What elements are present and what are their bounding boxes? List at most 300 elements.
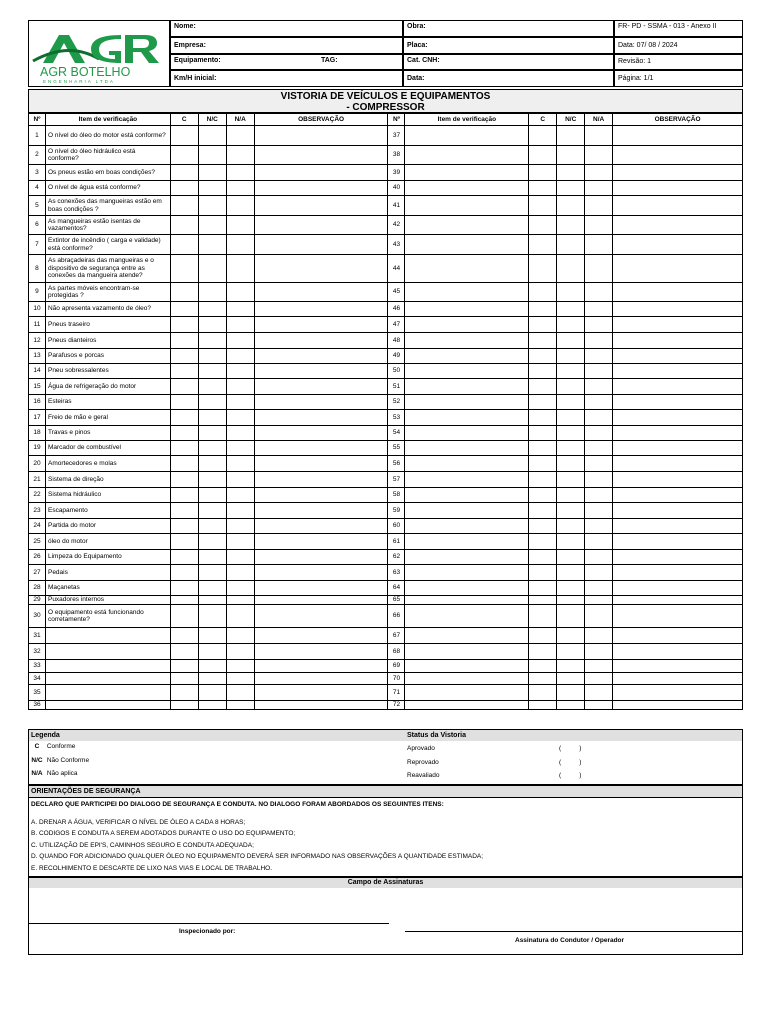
observation-cell[interactable] xyxy=(254,534,388,550)
check-nc[interactable] xyxy=(557,673,585,685)
observation-cell[interactable] xyxy=(254,216,388,235)
check-c[interactable] xyxy=(529,441,557,456)
status-option[interactable] xyxy=(407,759,707,766)
status-option[interactable] xyxy=(407,772,707,779)
status-checkbox[interactable]: ( ) xyxy=(559,745,582,752)
check-c[interactable] xyxy=(529,317,557,333)
check-c[interactable] xyxy=(170,628,198,644)
observation-cell[interactable] xyxy=(613,165,743,181)
observation-cell[interactable] xyxy=(613,426,743,441)
observation-cell[interactable] xyxy=(613,488,743,503)
check-nc[interactable] xyxy=(557,364,585,379)
check-nc[interactable] xyxy=(198,216,226,235)
check-c[interactable] xyxy=(529,364,557,379)
observation-cell[interactable] xyxy=(254,673,388,685)
observation-cell[interactable] xyxy=(254,255,388,283)
check-na[interactable] xyxy=(585,302,613,317)
observation-cell[interactable] xyxy=(254,302,388,317)
check-na[interactable] xyxy=(585,596,613,605)
check-nc[interactable] xyxy=(198,581,226,596)
check-c[interactable] xyxy=(529,673,557,685)
observation-cell[interactable] xyxy=(613,534,743,550)
check-c[interactable] xyxy=(170,395,198,410)
check-c[interactable] xyxy=(529,146,557,165)
check-na[interactable] xyxy=(226,235,254,255)
check-c[interactable] xyxy=(170,302,198,317)
check-nc[interactable] xyxy=(198,317,226,333)
check-c[interactable] xyxy=(529,472,557,488)
check-na[interactable] xyxy=(226,333,254,349)
observation-cell[interactable] xyxy=(254,519,388,534)
check-c[interactable] xyxy=(529,565,557,581)
check-na[interactable] xyxy=(585,181,613,196)
observation-cell[interactable] xyxy=(613,235,743,255)
check-na[interactable] xyxy=(585,196,613,216)
observation-cell[interactable] xyxy=(254,488,388,503)
check-nc[interactable] xyxy=(557,333,585,349)
check-na[interactable] xyxy=(585,488,613,503)
check-c[interactable] xyxy=(170,565,198,581)
check-c[interactable] xyxy=(170,165,198,181)
check-na[interactable] xyxy=(585,364,613,379)
check-c[interactable] xyxy=(529,395,557,410)
check-na[interactable] xyxy=(585,395,613,410)
check-nc[interactable] xyxy=(198,235,226,255)
check-nc[interactable] xyxy=(198,673,226,685)
check-na[interactable] xyxy=(226,456,254,472)
check-na[interactable] xyxy=(226,685,254,701)
check-nc[interactable] xyxy=(198,550,226,565)
check-nc[interactable] xyxy=(198,379,226,395)
check-na[interactable] xyxy=(585,441,613,456)
observation-cell[interactable] xyxy=(613,596,743,605)
check-nc[interactable] xyxy=(198,628,226,644)
status-checkbox[interactable]: ( ) xyxy=(559,772,582,779)
check-na[interactable] xyxy=(226,302,254,317)
observation-cell[interactable] xyxy=(254,317,388,333)
check-na[interactable] xyxy=(585,146,613,165)
check-c[interactable] xyxy=(529,410,557,426)
observation-cell[interactable] xyxy=(254,395,388,410)
check-nc[interactable] xyxy=(557,701,585,710)
observation-cell[interactable] xyxy=(254,605,388,628)
observation-cell[interactable] xyxy=(613,395,743,410)
check-na[interactable] xyxy=(226,673,254,685)
check-c[interactable] xyxy=(170,426,198,441)
check-c[interactable] xyxy=(529,503,557,519)
check-na[interactable] xyxy=(226,581,254,596)
check-c[interactable] xyxy=(529,216,557,235)
observation-cell[interactable] xyxy=(254,283,388,302)
check-nc[interactable] xyxy=(557,472,585,488)
observation-cell[interactable] xyxy=(613,255,743,283)
check-na[interactable] xyxy=(585,628,613,644)
check-c[interactable] xyxy=(170,581,198,596)
check-na[interactable] xyxy=(226,534,254,550)
check-na[interactable] xyxy=(585,317,613,333)
observation-cell[interactable] xyxy=(254,456,388,472)
check-c[interactable] xyxy=(170,596,198,605)
observation-cell[interactable] xyxy=(613,628,743,644)
check-na[interactable] xyxy=(226,216,254,235)
observation-cell[interactable] xyxy=(613,605,743,628)
check-nc[interactable] xyxy=(198,565,226,581)
check-nc[interactable] xyxy=(198,685,226,701)
observation-cell[interactable] xyxy=(254,701,388,710)
observation-cell[interactable] xyxy=(613,701,743,710)
check-nc[interactable] xyxy=(557,605,585,628)
check-nc[interactable] xyxy=(557,596,585,605)
check-na[interactable] xyxy=(226,410,254,426)
check-c[interactable] xyxy=(170,181,198,196)
check-c[interactable] xyxy=(170,410,198,426)
check-nc[interactable] xyxy=(557,685,585,701)
check-c[interactable] xyxy=(529,126,557,146)
check-na[interactable] xyxy=(226,503,254,519)
check-na[interactable] xyxy=(585,426,613,441)
observation-cell[interactable] xyxy=(613,550,743,565)
observation-cell[interactable] xyxy=(254,364,388,379)
observation-cell[interactable] xyxy=(613,146,743,165)
observation-cell[interactable] xyxy=(254,628,388,644)
check-na[interactable] xyxy=(226,441,254,456)
check-c[interactable] xyxy=(170,456,198,472)
observation-cell[interactable] xyxy=(613,196,743,216)
check-nc[interactable] xyxy=(198,660,226,673)
check-na[interactable] xyxy=(226,644,254,660)
observation-cell[interactable] xyxy=(254,410,388,426)
check-nc[interactable] xyxy=(557,488,585,503)
check-na[interactable] xyxy=(226,283,254,302)
observation-cell[interactable] xyxy=(613,660,743,673)
check-c[interactable] xyxy=(170,441,198,456)
check-c[interactable] xyxy=(170,364,198,379)
status-checkbox[interactable]: ( ) xyxy=(559,758,582,766)
observation-cell[interactable] xyxy=(254,503,388,519)
check-c[interactable] xyxy=(170,519,198,534)
check-na[interactable] xyxy=(585,644,613,660)
check-c[interactable] xyxy=(529,519,557,534)
observation-cell[interactable] xyxy=(254,565,388,581)
observation-cell[interactable] xyxy=(613,283,743,302)
check-na[interactable] xyxy=(226,379,254,395)
item-number: 33 xyxy=(29,660,46,673)
check-c[interactable] xyxy=(529,488,557,503)
observation-cell[interactable] xyxy=(254,196,388,216)
observation-cell[interactable] xyxy=(254,165,388,181)
check-na[interactable] xyxy=(585,673,613,685)
check-na[interactable] xyxy=(226,317,254,333)
observation-cell[interactable] xyxy=(254,550,388,565)
check-nc[interactable] xyxy=(198,255,226,283)
check-c[interactable] xyxy=(529,534,557,550)
check-na[interactable] xyxy=(585,255,613,283)
check-c[interactable] xyxy=(529,605,557,628)
check-nc[interactable] xyxy=(557,216,585,235)
observation-cell[interactable] xyxy=(613,349,743,364)
check-c[interactable] xyxy=(529,165,557,181)
check-nc[interactable] xyxy=(198,349,226,364)
check-nc[interactable] xyxy=(198,283,226,302)
check-nc[interactable] xyxy=(198,181,226,196)
check-nc[interactable] xyxy=(557,181,585,196)
check-c[interactable] xyxy=(170,488,198,503)
check-c[interactable] xyxy=(529,701,557,710)
check-c[interactable] xyxy=(170,503,198,519)
check-nc[interactable] xyxy=(198,456,226,472)
check-nc[interactable] xyxy=(198,165,226,181)
observation-cell[interactable] xyxy=(254,426,388,441)
check-nc[interactable] xyxy=(198,146,226,165)
check-c[interactable] xyxy=(170,660,198,673)
check-na[interactable] xyxy=(585,660,613,673)
check-c[interactable] xyxy=(170,472,198,488)
check-na[interactable] xyxy=(585,685,613,701)
check-na[interactable] xyxy=(226,550,254,565)
check-c[interactable] xyxy=(529,644,557,660)
check-na[interactable] xyxy=(226,165,254,181)
check-nc[interactable] xyxy=(557,146,585,165)
check-c[interactable] xyxy=(170,317,198,333)
check-nc[interactable] xyxy=(557,456,585,472)
item-number: 58 xyxy=(388,488,405,503)
observation-cell[interactable] xyxy=(613,302,743,317)
check-na[interactable] xyxy=(585,701,613,710)
check-na[interactable] xyxy=(585,519,613,534)
check-c[interactable] xyxy=(529,379,557,395)
check-c[interactable] xyxy=(529,685,557,701)
check-na[interactable] xyxy=(585,349,613,364)
check-nc[interactable] xyxy=(198,395,226,410)
check-nc[interactable] xyxy=(557,165,585,181)
check-nc[interactable] xyxy=(557,503,585,519)
check-c[interactable] xyxy=(170,550,198,565)
check-na[interactable] xyxy=(585,565,613,581)
check-na[interactable] xyxy=(226,701,254,710)
check-nc[interactable] xyxy=(557,565,585,581)
check-na[interactable] xyxy=(226,488,254,503)
check-c[interactable] xyxy=(529,596,557,605)
check-na[interactable] xyxy=(226,255,254,283)
check-c[interactable] xyxy=(170,146,198,165)
check-c[interactable] xyxy=(529,283,557,302)
observation-cell[interactable] xyxy=(254,472,388,488)
observation-cell[interactable] xyxy=(613,441,743,456)
check-nc[interactable] xyxy=(198,302,226,317)
check-na[interactable] xyxy=(226,565,254,581)
observation-cell[interactable] xyxy=(613,685,743,701)
check-nc[interactable] xyxy=(557,581,585,596)
check-c[interactable] xyxy=(170,605,198,628)
check-nc[interactable] xyxy=(557,410,585,426)
observation-cell[interactable] xyxy=(613,181,743,196)
check-nc[interactable] xyxy=(557,534,585,550)
check-na[interactable] xyxy=(585,333,613,349)
check-nc[interactable] xyxy=(198,410,226,426)
check-nc[interactable] xyxy=(557,379,585,395)
check-na[interactable] xyxy=(585,503,613,519)
check-c[interactable] xyxy=(170,333,198,349)
status-option[interactable] xyxy=(407,745,707,752)
check-na[interactable] xyxy=(226,472,254,488)
check-c[interactable] xyxy=(529,426,557,441)
check-nc[interactable] xyxy=(557,519,585,534)
check-c[interactable] xyxy=(170,235,198,255)
check-c[interactable] xyxy=(170,196,198,216)
check-na[interactable] xyxy=(585,605,613,628)
observation-cell[interactable] xyxy=(254,333,388,349)
check-na[interactable] xyxy=(585,216,613,235)
check-nc[interactable] xyxy=(198,596,226,605)
observation-cell[interactable] xyxy=(254,685,388,701)
check-na[interactable] xyxy=(585,550,613,565)
check-na[interactable] xyxy=(226,395,254,410)
check-c[interactable] xyxy=(170,283,198,302)
observation-cell[interactable] xyxy=(613,456,743,472)
check-nc[interactable] xyxy=(557,395,585,410)
check-na[interactable] xyxy=(585,126,613,146)
observation-cell[interactable] xyxy=(613,317,743,333)
check-na[interactable] xyxy=(226,181,254,196)
observation-cell[interactable] xyxy=(254,644,388,660)
check-na[interactable] xyxy=(585,165,613,181)
check-c[interactable] xyxy=(529,550,557,565)
check-na[interactable] xyxy=(585,581,613,596)
check-na[interactable] xyxy=(226,146,254,165)
check-nc[interactable] xyxy=(557,317,585,333)
check-c[interactable] xyxy=(170,673,198,685)
observation-cell[interactable] xyxy=(613,503,743,519)
check-c[interactable] xyxy=(529,349,557,364)
check-na[interactable] xyxy=(585,379,613,395)
check-nc[interactable] xyxy=(557,235,585,255)
check-c[interactable] xyxy=(170,534,198,550)
check-na[interactable] xyxy=(226,628,254,644)
check-c[interactable] xyxy=(170,349,198,364)
check-nc[interactable] xyxy=(198,196,226,216)
observation-cell[interactable] xyxy=(613,673,743,685)
check-nc[interactable] xyxy=(557,441,585,456)
check-nc[interactable] xyxy=(198,605,226,628)
check-nc[interactable] xyxy=(198,488,226,503)
driver-signature-line[interactable] xyxy=(405,931,742,932)
check-c[interactable] xyxy=(529,333,557,349)
observation-cell[interactable] xyxy=(254,235,388,255)
check-c[interactable] xyxy=(170,255,198,283)
check-nc[interactable] xyxy=(557,255,585,283)
check-c[interactable] xyxy=(529,456,557,472)
observation-cell[interactable] xyxy=(613,519,743,534)
check-nc[interactable] xyxy=(198,364,226,379)
inspector-signature-line[interactable] xyxy=(29,923,389,924)
check-na[interactable] xyxy=(226,196,254,216)
check-c[interactable] xyxy=(529,181,557,196)
check-c[interactable] xyxy=(170,701,198,710)
check-nc[interactable] xyxy=(557,302,585,317)
check-na[interactable] xyxy=(226,349,254,364)
check-c[interactable] xyxy=(529,628,557,644)
observation-cell[interactable] xyxy=(613,472,743,488)
check-nc[interactable] xyxy=(557,644,585,660)
check-na[interactable] xyxy=(585,235,613,255)
observation-cell[interactable] xyxy=(613,410,743,426)
check-nc[interactable] xyxy=(198,333,226,349)
observation-cell[interactable] xyxy=(254,126,388,146)
check-nc[interactable] xyxy=(198,644,226,660)
check-na[interactable] xyxy=(226,596,254,605)
observation-cell[interactable] xyxy=(254,181,388,196)
check-c[interactable] xyxy=(529,660,557,673)
observation-cell[interactable] xyxy=(613,581,743,596)
observation-cell[interactable] xyxy=(254,379,388,395)
check-nc[interactable] xyxy=(557,283,585,302)
check-c[interactable] xyxy=(529,235,557,255)
check-nc[interactable] xyxy=(557,196,585,216)
check-na[interactable] xyxy=(585,283,613,302)
check-nc[interactable] xyxy=(198,519,226,534)
observation-cell[interactable] xyxy=(613,379,743,395)
check-nc[interactable] xyxy=(557,628,585,644)
check-na[interactable] xyxy=(585,534,613,550)
check-na[interactable] xyxy=(226,605,254,628)
check-na[interactable] xyxy=(585,472,613,488)
check-c[interactable] xyxy=(170,216,198,235)
check-c[interactable] xyxy=(529,196,557,216)
check-c[interactable] xyxy=(529,581,557,596)
check-nc[interactable] xyxy=(198,503,226,519)
check-na[interactable] xyxy=(226,519,254,534)
observation-cell[interactable] xyxy=(613,126,743,146)
observation-cell[interactable] xyxy=(254,441,388,456)
observation-cell[interactable] xyxy=(613,364,743,379)
observation-cell[interactable] xyxy=(613,333,743,349)
check-na[interactable] xyxy=(226,126,254,146)
check-nc[interactable] xyxy=(198,126,226,146)
check-na[interactable] xyxy=(226,364,254,379)
observation-cell[interactable] xyxy=(254,581,388,596)
observation-cell[interactable] xyxy=(254,349,388,364)
check-nc[interactable] xyxy=(198,426,226,441)
observation-cell[interactable] xyxy=(254,596,388,605)
check-nc[interactable] xyxy=(198,534,226,550)
check-nc[interactable] xyxy=(557,349,585,364)
check-nc[interactable] xyxy=(557,426,585,441)
check-na[interactable] xyxy=(226,660,254,673)
observation-cell[interactable] xyxy=(254,146,388,165)
agr-logo-icon xyxy=(29,21,169,86)
check-nc[interactable] xyxy=(198,441,226,456)
check-nc[interactable] xyxy=(557,660,585,673)
check-na[interactable] xyxy=(226,426,254,441)
observation-cell[interactable] xyxy=(254,660,388,673)
check-nc[interactable] xyxy=(557,550,585,565)
check-c[interactable] xyxy=(529,302,557,317)
observation-cell[interactable] xyxy=(613,565,743,581)
observation-cell[interactable] xyxy=(613,216,743,235)
check-nc[interactable] xyxy=(198,701,226,710)
check-c[interactable] xyxy=(170,126,198,146)
observation-cell[interactable] xyxy=(613,644,743,660)
check-c[interactable] xyxy=(170,379,198,395)
check-na[interactable] xyxy=(585,410,613,426)
check-c[interactable] xyxy=(170,644,198,660)
col-obs-right: OBSERVAÇÃO xyxy=(613,114,743,126)
check-c[interactable] xyxy=(529,255,557,283)
check-nc[interactable] xyxy=(557,126,585,146)
check-c[interactable] xyxy=(170,685,198,701)
check-nc[interactable] xyxy=(198,472,226,488)
check-na[interactable] xyxy=(585,456,613,472)
